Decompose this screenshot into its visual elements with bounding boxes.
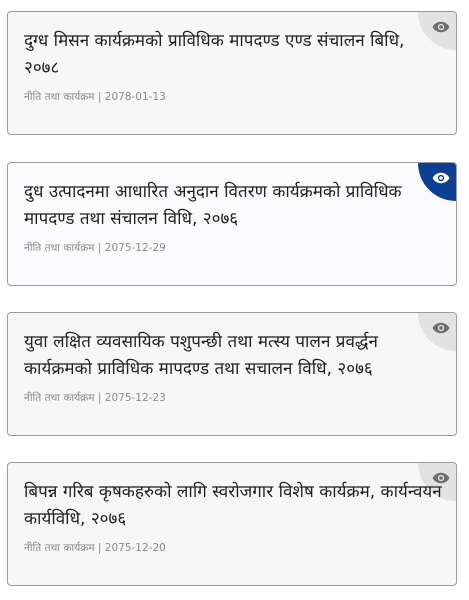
document-card[interactable] [7, 312, 457, 436]
document-card[interactable] [7, 162, 457, 286]
document-title[interactable] [24, 329, 442, 383]
category-label: नीति तथा कार्यक्रम [24, 542, 95, 554]
title-line: दुग्ध मिसन कार्यक्रमको प्राविधिक मापदण्ड एण्ड संचालन बिधि, [24, 31, 405, 51]
meta-separator: | [97, 91, 102, 103]
title-line: कार्यक्रमको प्राविधिक मापदण्ड तथा सचालन विधि, २०७६ [24, 359, 373, 379]
date-label: 2078-01-13 [104, 91, 166, 103]
meta-separator: | [97, 392, 102, 404]
category-label: नीति तथा कार्यक्रम [24, 392, 95, 404]
document-title[interactable] [24, 28, 442, 82]
document-meta [24, 241, 166, 255]
date-label: 2075-12-23 [104, 392, 166, 404]
title-line: कार्यविधि, २०७६ [24, 509, 127, 529]
document-title[interactable] [24, 479, 442, 533]
category-label: नीति तथा कार्यक्रम [24, 91, 95, 103]
title-line: युवा लक्षित व्यवसायिक पशुपन्छी तथा मत्स्य पालन प्रवर्द्धन [24, 332, 378, 352]
document-card[interactable] [7, 11, 457, 135]
document-meta [24, 541, 166, 555]
document-title[interactable] [24, 179, 442, 233]
title-line: मापदण्ड तथा संचालन विधि, २०७६ [24, 209, 239, 229]
title-line: दुध उत्पादनमा आधारित अनुदान वितरण कार्यक्रमको प्राविधिक [24, 182, 402, 202]
title-line: २०७८ [24, 58, 60, 78]
date-label: 2075-12-20 [104, 542, 166, 554]
date-label: 2075-12-29 [104, 242, 166, 254]
category-label: नीति तथा कार्यक्रम [24, 242, 95, 254]
document-meta [24, 391, 166, 405]
meta-separator: | [97, 542, 102, 554]
document-card[interactable] [7, 462, 457, 586]
meta-separator: | [97, 242, 102, 254]
title-line: बिपन्न गरिब कृषकहरुको लागि स्वरोजगार विशेष कार्यक्रम, कार्यन्वयन [24, 482, 442, 502]
document-meta [24, 90, 166, 104]
